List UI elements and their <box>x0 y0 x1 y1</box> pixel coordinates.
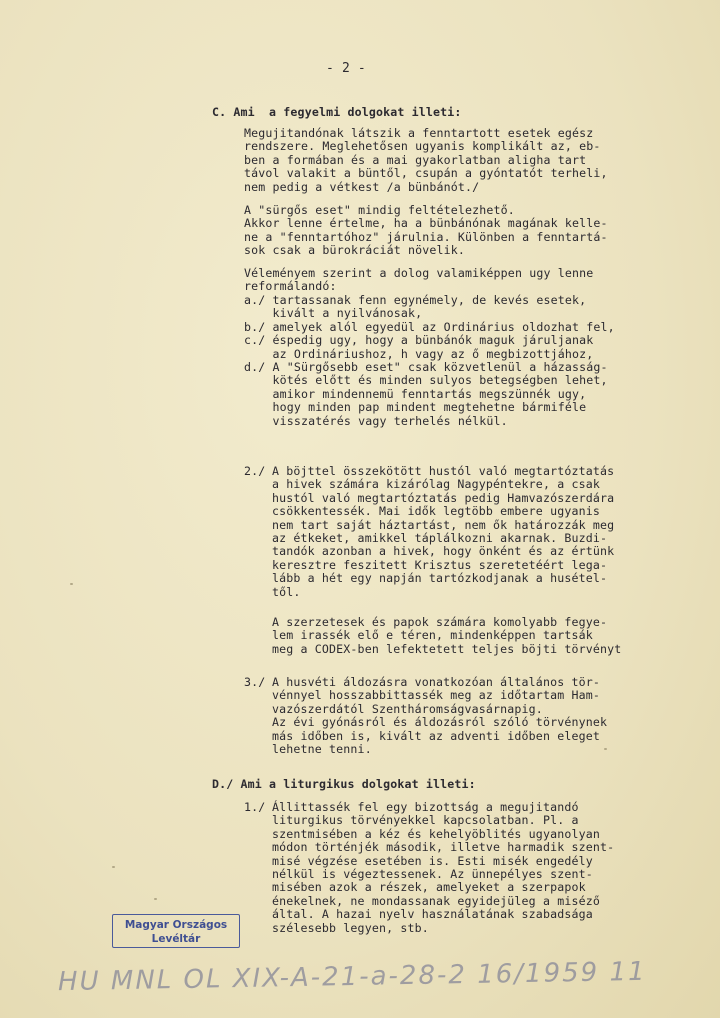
archive-reference-note: HU MNL OL XIX-A-21-a-28-2 16/1959 11 <box>57 956 647 998</box>
section-d-item-1-body: Állittassék fel egy bizottság a megujitandó liturgikus törvényekkel kapcsolatban. Pl. a szentmisében a kéz és kehelyöblités ugyanolyan módon történjék második, illetve harmadik szent- misé végzése esetében is. Esti misék engedély nélkül is végeztessenek. Az ünnepélyes szent- misében azok a részek, amelyeket a szerpapok énekelnek, ne mondassanak egyidejüleg a miséző által. A hazai nyelv használatának szabadsága szélesebb legyen, stb. <box>272 800 615 935</box>
section-d-heading: D./ Ami a liturgikus dolgokat illeti: <box>212 777 476 791</box>
section-d-item-1-number: 1./ <box>244 800 266 814</box>
paper-speck <box>112 866 115 868</box>
section-c-paragraph-3: Véleményem szerint a dolog valamiképpen ugy lenne reformálandó: <box>244 266 594 294</box>
section-c-paragraph-1: Megujitandónak látszik a fenntartott esetek egész rendszere. Meglehetősen ugyanis komplikált az, eb- ben a formában és a mai gyakorlatban aligha tart távol valakit a büntől, csupán a gyóntatót terheli, nem pedig a vétkest /a bünbánót./ <box>244 126 608 194</box>
item-2-body-2: A szerzetesek és papok számára komolyabb fegye- lem irassék elő e téren, mindenképpen tartsák meg a CODEX-ben lefektetett teljes böjti törvényt <box>272 615 622 656</box>
stamp-line-2: Levéltár <box>151 933 201 945</box>
item-3-body: A husvéti áldozásra vonatkozóan általános tör- vénnyel hosszabbittassék meg az időtartam Ham- vazószerdától Szentháromságvasárnapig. Az évi gyónásról és áldozásról szóló törvénynek más időben is, kivált az adventi időben eleget lehetne tenni. <box>272 675 608 757</box>
stamp-line-1: Magyar Országos <box>124 919 228 931</box>
item-3-number: 3./ <box>244 675 266 689</box>
paper-speck <box>154 898 157 900</box>
section-c-paragraph-2: A "sürgős eset" mindig feltételezhető. Akkor lenne értelme, ha a bünbánónak magának kelle- ne a "fenntartóhoz" járulnia. Különben a fenntartá- sok csak a bürokráciát növelik. <box>244 203 608 258</box>
item-2-body: A böjttel összekötött hustól való megtartóztatás a hivek számára kizárólag Nagypéntekre, a csak hustól való megtartóztatás pedig Hamvazószerdára csökkentessék. Mai idők legtöbb embere ugyanis nem tart saját háztartást, nem ők határozzák meg az étkeket, amikkel táplálkozni akarnak. Buzdi- tandók azonban a hivek, hogy önként és az értünk keresztre feszitett Krisztus szeretetéért lega- lább a hét egy napján tartózkodjanak a husétel- től. <box>272 464 615 599</box>
paper-speck <box>70 583 73 585</box>
section-c-heading: C. Ami a fegyelmi dolgokat illeti: <box>212 105 462 119</box>
archive-stamp <box>112 914 240 948</box>
section-c-list: a./ tartassanak fenn egynémely, de kevés esetek, kivált a nyilvánosak, b./ amelyek alól egyedül az Ordinárius oldozhat fel, c./ éspedig ugy, hogy a bünbánók maguk járuljanak az Ordináriushoz, h vagy az ő megbizottjához, d./ A "Sürgősebb eset" csak közvetlenül a házasság- kötés előtt és minden sulyos betegségben lehet, amikor mindennemü fenntartás megszünnék ugy, hogy minden pap mindent megtehetne bármiféle visszatérés vagy terhelés nélkül. <box>244 293 615 428</box>
page-number: - 2 - <box>326 61 366 76</box>
item-2-number: 2./ <box>244 464 266 478</box>
paper-speck <box>604 748 607 750</box>
